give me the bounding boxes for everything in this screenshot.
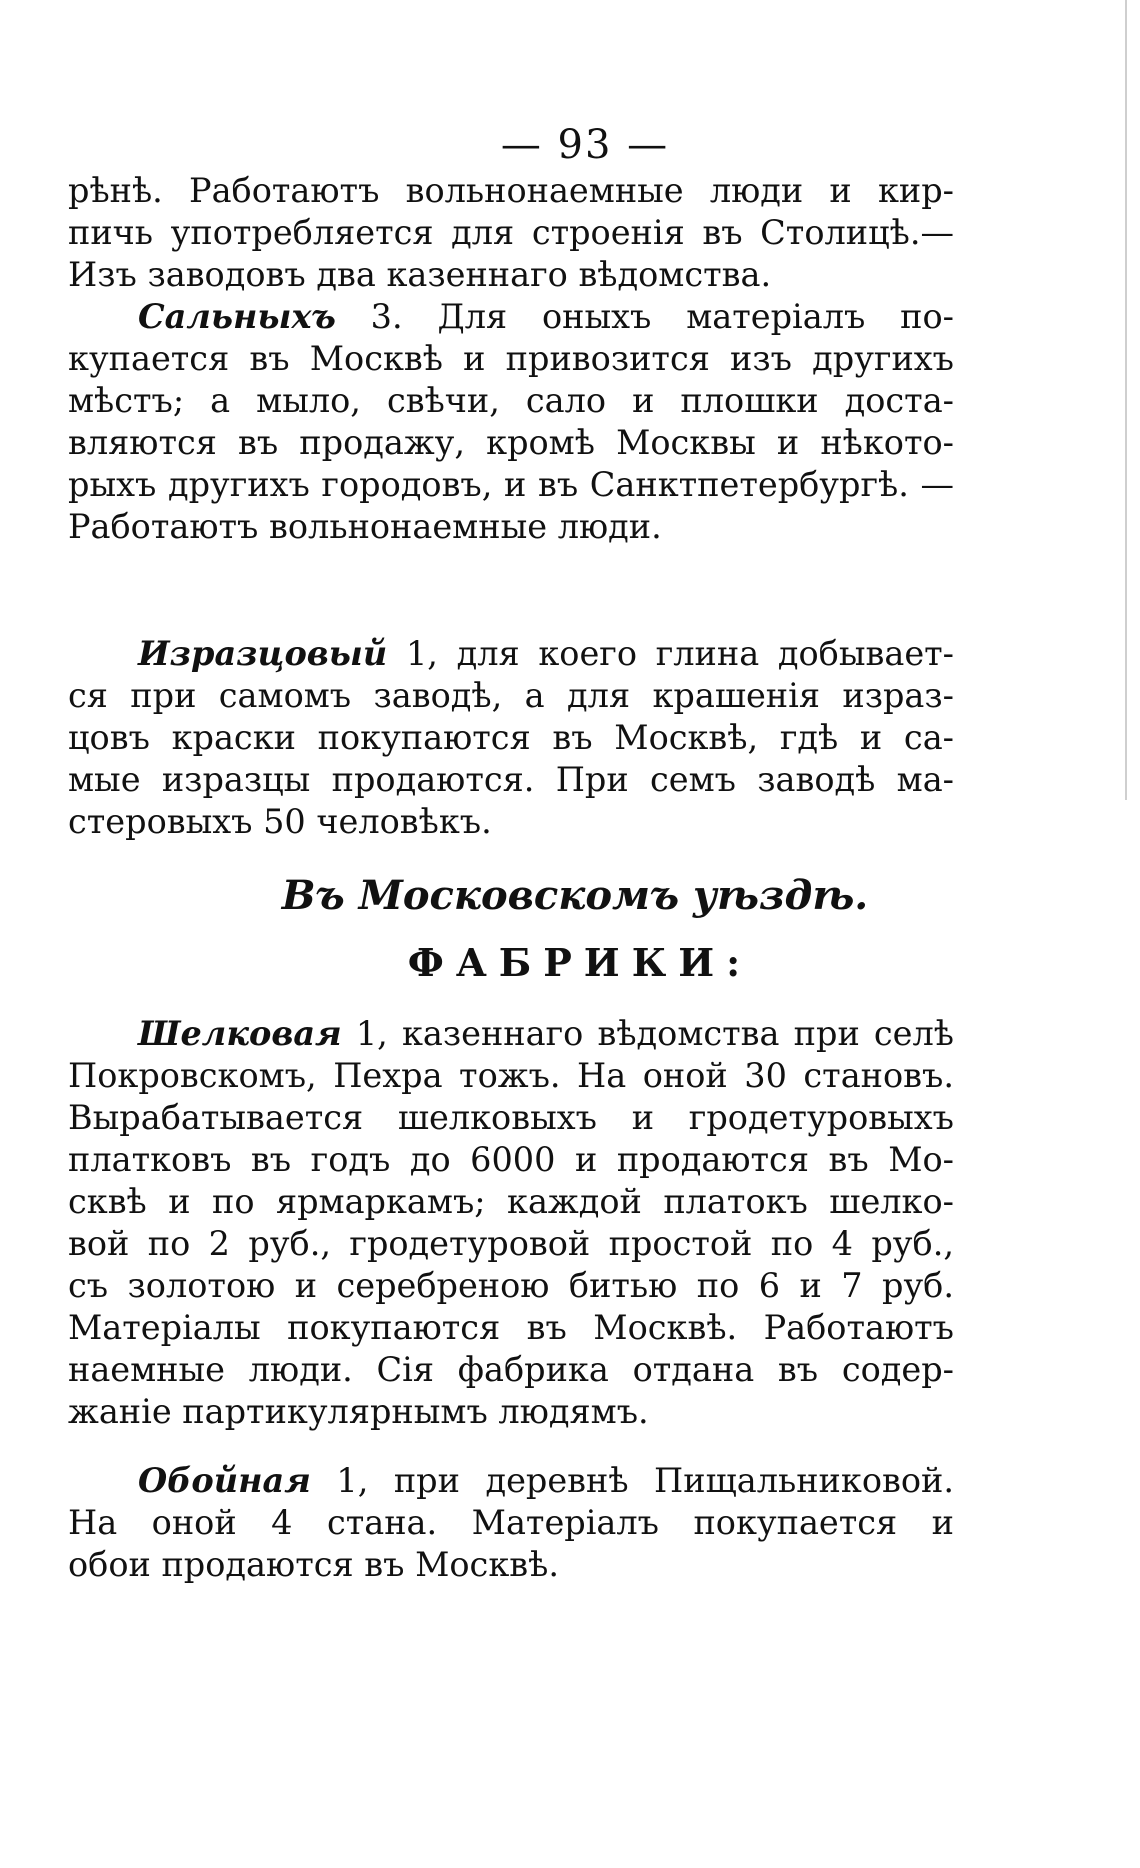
entry-text: 3. Для оныхъ матеріалъ по- [335,297,954,336]
text-line: купается въ Москвѣ и привозится изъ другихъ [68,339,954,378]
entry-text: 1, казеннаго вѣдомства при селѣ [341,1014,954,1053]
text-line: съ золотою и серебреною битью по 6 и 7 руб. [68,1266,954,1305]
text-line: обои продаются въ Москвѣ. [68,1545,559,1584]
text-line: цовъ краски покупаются въ Москвѣ, гдѣ и са- [68,718,954,757]
text-line: Покровскомъ, Пехра тожъ. На оной 30 становъ. [68,1056,954,1095]
text-line: Работаютъ вольнонаемные люди. [68,507,662,546]
entry-lead: Шелковая [138,1014,342,1053]
paragraph-3 [68,633,954,843]
text-line: мѣстъ; а мыло, свѣчи, сало и плошки доста- [68,381,954,420]
text-line: стеровыхъ 50 человѣкъ. [68,802,492,841]
text-line [68,1460,954,1502]
text-line: вой по 2 руб., гродетуровой простой по 4 руб., [68,1224,954,1263]
text-line: платковъ въ годъ до 6000 и продаются въ Мо- [68,1140,954,1179]
section-heading: ФАБРИКИ: [407,940,753,985]
text-line [68,296,954,338]
text-line: ся при самомъ заводѣ, а для крашенія израз- [68,676,954,715]
text-line: мые изразцы продаются. При семъ заводѣ ма- [68,760,954,799]
paragraph-2 [68,296,954,548]
entry-lead: Сальныхъ [138,297,336,336]
text-line: вляются въ продажу, кромѣ Москвы и нѣкото- [68,423,954,462]
text-line: пичь употребляется для строенія въ Столицѣ.— [68,213,954,252]
paragraph-1 [68,170,954,296]
text-line: наемные люди. Сія фабрика отдана въ содер- [68,1350,954,1389]
text-line [68,1013,954,1055]
text-line [68,633,954,675]
entry-lead: Изразцовый [138,634,388,673]
entry-lead: Обойная [138,1461,311,1500]
text-line: Изъ заводовъ два казеннаго вѣдомства. [68,255,772,294]
paragraph-5 [68,1460,954,1586]
entry-text: 1, для коего глина добывает- [387,634,954,673]
text-line: сквѣ и по ярмаркамъ; каждой платокъ шелко- [68,1182,954,1221]
entry-text: 1, при деревнѣ Пищальниковой. [310,1461,954,1500]
text-line: рѣнѣ. Работаютъ вольнонаемные люди и кир- [68,171,954,210]
text-line: На оной 4 стана. Матеріалъ покупается и [68,1503,954,1542]
text-line: Вырабатывается шелковыхъ и гродетуровыхъ [68,1098,954,1137]
text-line: рыхъ другихъ городовъ, и въ Санктпетербургѣ. — [68,465,954,504]
paragraph-4 [68,1013,954,1433]
text-line: Матеріалы покупаются въ Москвѣ. Работаютъ [68,1308,954,1347]
page-edge-line [1125,0,1127,800]
text-line: жаніе партикулярнымъ людямъ. [68,1392,649,1431]
page-number: — 93 — [500,122,670,168]
district-heading: Въ Московскомъ уѣздѣ. [281,872,869,919]
